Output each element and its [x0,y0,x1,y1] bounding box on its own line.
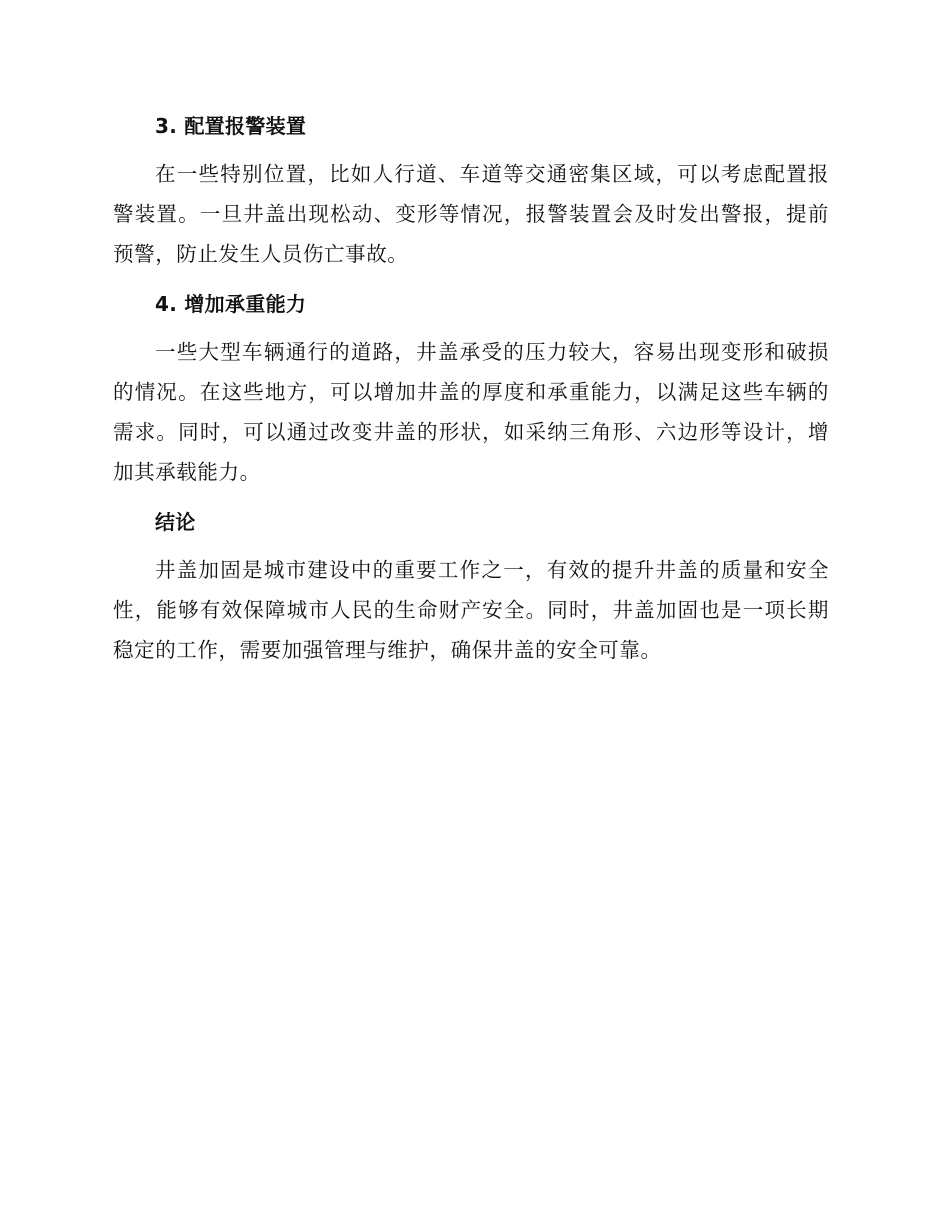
section-paragraph-alarm: 在一些特别位置，比如人行道、车道等交通密集区域，可以考虑配置报警装置。一旦井盖出现松动、变形等情况，报警装置会及时发出警报，提前预警，防止发生人员伤亡事故。 [113,162,829,266]
section-heading-conclusion: 结论 [155,510,196,534]
section-heading-load-capacity: 4. 增加承重能力 [155,292,307,316]
section-paragraph-conclusion: 井盖加固是城市建设中的重要工作之一，有效的提升井盖的质量和安全性，能够有效保障城市人民的生命财产安全。同时，井盖加固也是一项长期稳定的工作，需要加强管理与维护，确保井盖的安全可靠。 [113,558,829,662]
document-page [113,108,829,670]
section-heading-alarm: 3. 配置报警装置 [155,114,307,138]
section-paragraph-load-capacity: 一些大型车辆通行的道路，井盖承受的压力较大，容易出现变形和破损的情况。在这些地方，可以增加井盖的厚度和承重能力，以满足这些车辆的需求。同时，可以通过改变井盖的形状，如采纳三角形、六边形等设计，增加其承载能力。 [113,340,829,484]
